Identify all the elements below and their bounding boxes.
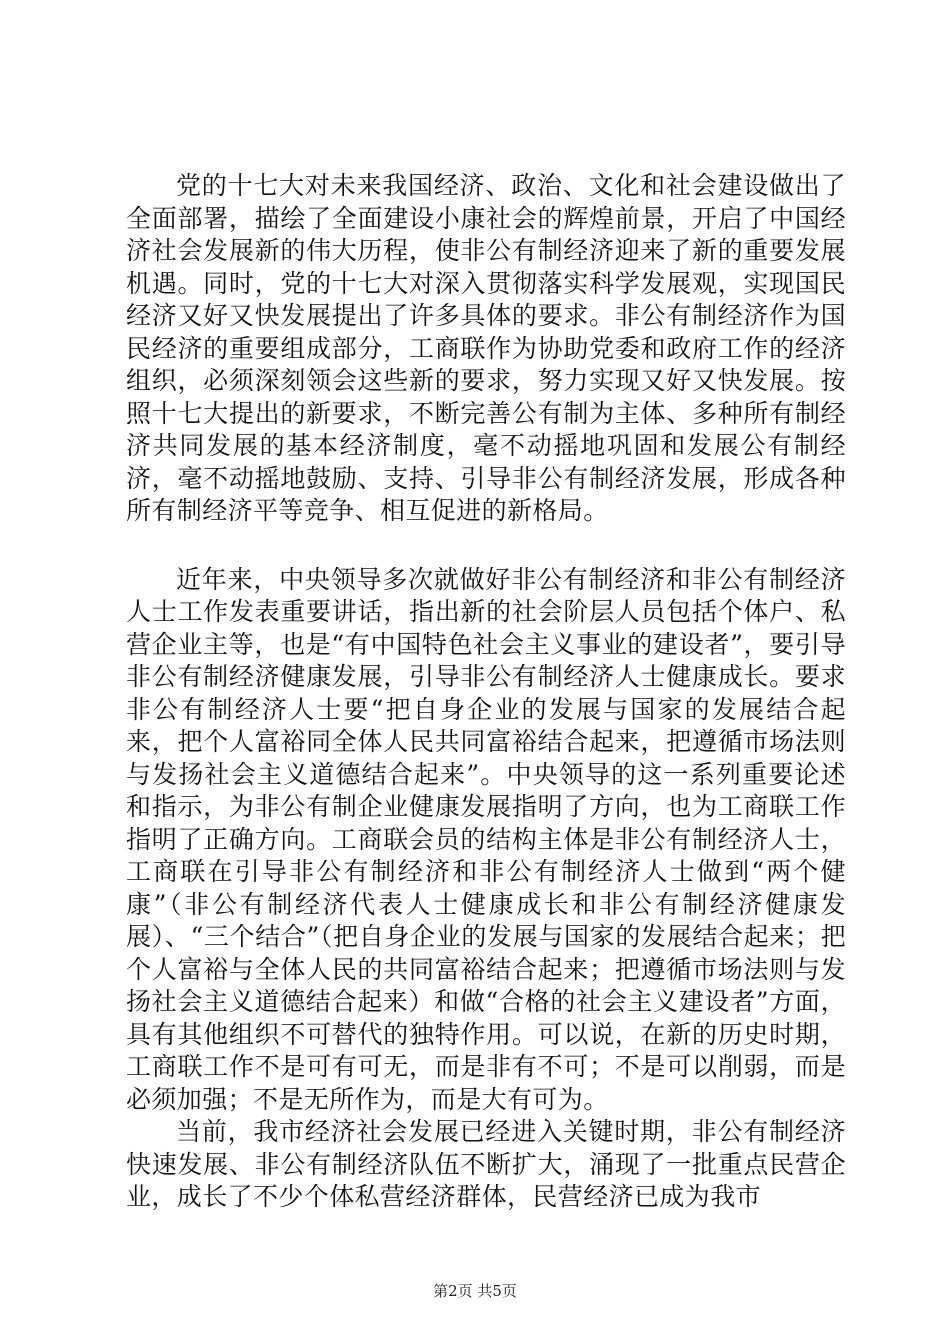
paragraph-2: 近年来，中央领导多次就做好非公有制经济和非公有制经济人士工作发表重要讲话，指出新的社会阶层人员包括个体户、私营企业主等，也是“有中国特色社会主义事业的建设者”，要引导非公有制经济健康发展，引导非公有制经济人士健康成长。要求非公有制经济人士要“把自身企业的发展与国家的发展结合起来，把个人富裕同全体人民共同富裕结合起来，把遵循市场法则与发扬社会主义道德结合起来”。中央领导的这一系列重要论述和指示，为非公有制企业健康发展指明了方向，也为工商联工作指明了正确方向。工商联会员的结构主体是非公有制经济人士，工商联在引导非公有制经济和非公有制经济人士做到“两个健康”（非公有制经济代表人士健康成长和非公有制经济健康发展）、“三个结合”（把自身企业的发展与国家的发展结合起来；把个人富裕与全体人民的共同富裕结合起来；把遵循市场法则与发扬社会主义道德结合起来）和做“合格的社会主义建设者”方面，具有其他组织不可替代的独特作用。可以说，在新的历史时期，工商联工作不是可有可无，而是非有不可；不是可以削弱，而是必须加强；不是无所作为，而是大有可为。	[126, 564, 846, 1114]
paragraph-1: 党的十七大对未来我国经济、政治、文化和社会建设做出了全面部署，描绘了全面建设小康社会的辉煌前景，开启了中国经济社会发展新的伟大历程，使非公有制经济迎来了新的重要发展机遇。同时，党的十七大对深入贯彻落实科学发展观，实现国民经济又好又快发展提出了许多具体的要求。非公有制经济作为国民经济的重要组成部分，工商联作为协助党委和政府工作的经济组织，必须深刻领会这些新的要求，努力实现又好又快发展。按照十七大提出的新要求，不断完善公有制为主体、多种所有制经济共同发展的基本经济制度，毫不动摇地巩固和发展公有制经济，毫不动摇地鼓励、支持、引导非公有制经济发展，形成各种所有制经济平等竞争、相互促进的新格局。	[126, 171, 846, 525]
paragraph-3: 当前，我市经济社会发展已经进入关键时期，非公有制经济快速发展、非公有制经济队伍不断扩大，涌现了一批重点民营企业，成长了不少个体私营经济群体，民营经济已成为我市	[126, 1117, 846, 1211]
document-body	[126, 170, 846, 1214]
page-number-footer: 第2页 共5页	[433, 1282, 517, 1300]
paragraph-spacer	[126, 528, 846, 564]
